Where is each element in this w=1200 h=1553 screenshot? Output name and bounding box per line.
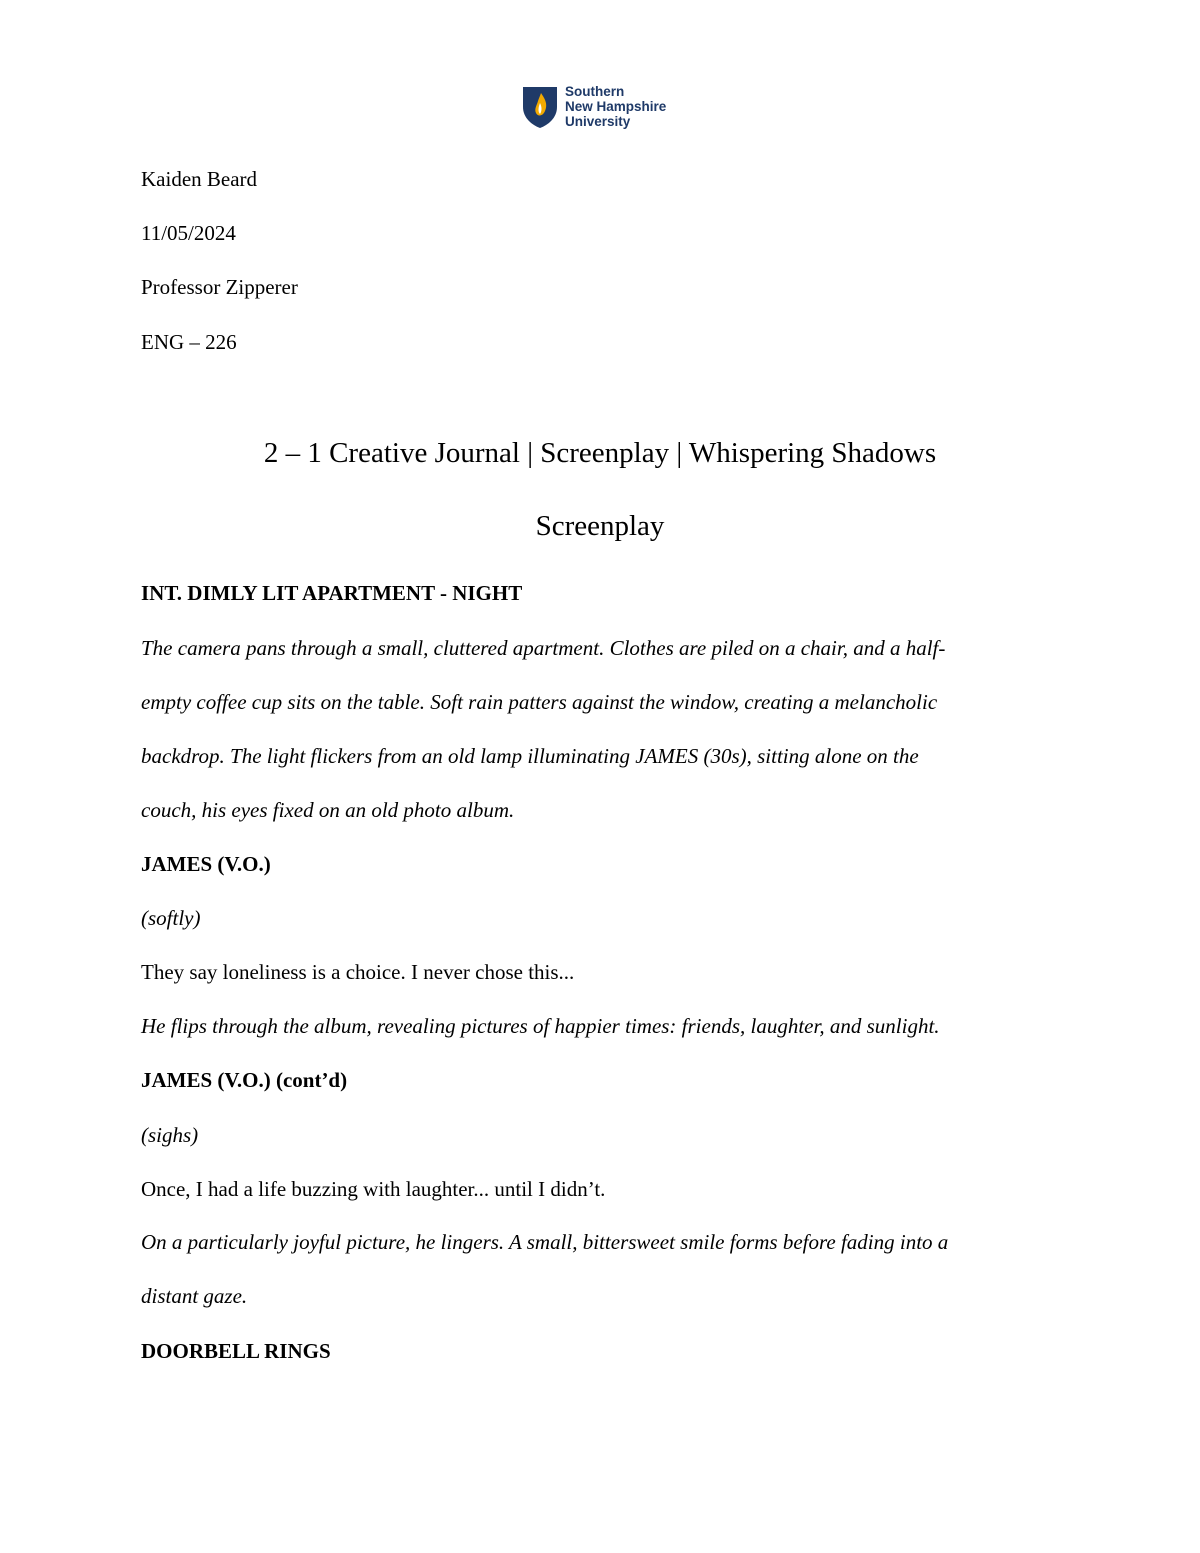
course-code: ENG – 226 [141, 330, 237, 354]
action-1-line-3: backdrop. The light flickers from an old lamp illuminating JAMES (30s), sitting alone on the [141, 744, 919, 768]
logo-line-1: Southern [565, 84, 625, 99]
student-name: Kaiden Beard [141, 167, 258, 191]
parenthetical-1: (softly) [141, 906, 201, 930]
parenthetical-2: (sighs) [141, 1123, 199, 1147]
document-title: 2 – 1 Creative Journal | Screenplay | Whispering Shadows [263, 437, 937, 469]
action-3-line-1: On a particularly joyful picture, he lingers. A small, bittersweet smile forms before fading into a [141, 1230, 949, 1254]
logo-line-3: University [565, 114, 631, 129]
action-paragraph-3 [141, 1215, 1056, 1323]
logo-line-2: New Hampshire [565, 99, 667, 114]
action-paragraph-1 [141, 621, 1056, 837]
character-cue-1: JAMES (V.O.) [141, 852, 271, 876]
action-paragraph-2: He flips through the album, revealing pictures of happier times: friends, laughter, and sunlight. [141, 1014, 940, 1038]
shield-flame-icon [521, 85, 559, 129]
dialogue-1: They say loneliness is a choice. I never chose this... [141, 960, 575, 984]
dialogue-2: Once, I had a life buzzing with laughter... until I didn’t. [141, 1177, 606, 1201]
action-3-line-2: distant gaze. [141, 1284, 248, 1308]
action-1-line-1: The camera pans through a small, cluttered apartment. Clothes are piled on a chair, and a half- [141, 636, 946, 660]
sound-cue: DOORBELL RINGS [141, 1339, 331, 1363]
university-logo [521, 84, 666, 129]
action-1-line-4: couch, his eyes fixed on an old photo album. [141, 798, 515, 822]
university-name [565, 84, 666, 129]
document-subtitle: Screenplay [535, 510, 665, 542]
submission-date: 11/05/2024 [141, 221, 236, 245]
professor-name: Professor Zipperer [141, 275, 298, 299]
action-1-line-2: empty coffee cup sits on the table. Soft rain patters against the window, creating a melancholic [141, 690, 938, 714]
character-cue-2: JAMES (V.O.) (cont’d) [141, 1068, 348, 1092]
scene-heading: INT. DIMLY LIT APARTMENT - NIGHT [141, 581, 523, 605]
